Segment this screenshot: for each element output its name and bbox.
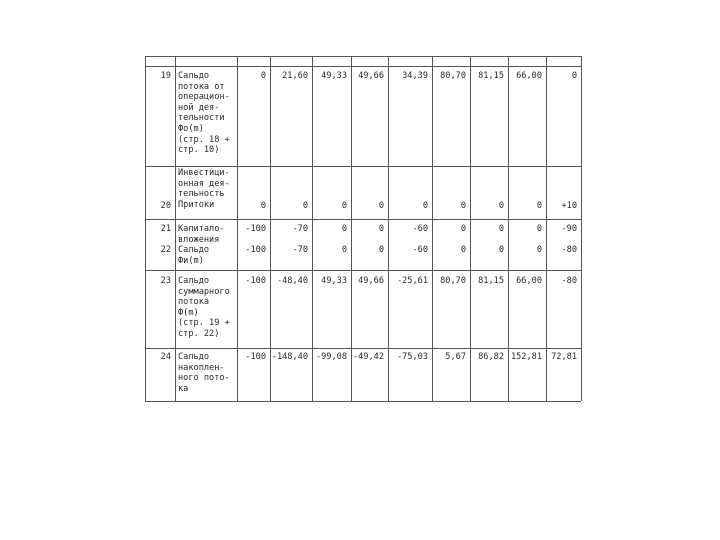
value-cell: -148,40: [271, 352, 308, 362]
row-number: 20: [160, 201, 171, 211]
row-border: [145, 66, 581, 67]
value-cell: -99,08: [315, 352, 347, 362]
row-border: [145, 166, 581, 167]
column-border: [581, 56, 582, 401]
row-label: Сальдо Фи(m): [178, 245, 210, 266]
value-cell: 0: [536, 224, 542, 234]
value-cell: 0: [378, 245, 384, 255]
value-cell: 21,60: [282, 71, 308, 81]
value-cell: 0: [341, 245, 347, 255]
value-cell: -60: [412, 245, 428, 255]
row-number: 21: [160, 224, 171, 234]
value-cell: 86,82: [478, 352, 504, 362]
row-border: [145, 56, 581, 57]
row-label: Сальдо суммарного потока Ф(m) (стр. 19 + стр. 22): [178, 276, 230, 339]
value-cell: -70: [292, 224, 308, 234]
row-border: [145, 401, 581, 402]
value-cell: 0: [536, 201, 542, 211]
value-cell: 0: [571, 71, 577, 81]
value-cell: 0: [341, 224, 347, 234]
value-cell: 0: [302, 201, 308, 211]
row-border: [145, 348, 581, 349]
value-cell: 34,39: [402, 71, 428, 81]
value-cell: 0: [422, 201, 428, 211]
value-cell: -75,03: [396, 352, 428, 362]
value-cell: 66,00: [516, 71, 542, 81]
row-label: Капитало- вложения: [178, 224, 225, 245]
value-cell: 152,81: [510, 352, 542, 362]
value-cell: 81,15: [478, 276, 504, 286]
row-label: Сальдо потока от операцион- ной дея- тельности Фо(m) (стр. 18 + стр. 10): [178, 71, 230, 156]
value-cell: -100: [245, 224, 266, 234]
value-cell: -100: [245, 352, 266, 362]
value-cell: 0: [536, 245, 542, 255]
value-cell: -49,42: [352, 352, 384, 362]
value-cell: 72,81: [551, 352, 577, 362]
value-cell: -48,40: [276, 276, 308, 286]
value-cell: -80: [561, 276, 577, 286]
value-cell: 49,33: [321, 276, 347, 286]
row-border: [145, 270, 581, 271]
value-cell: 66,00: [516, 276, 542, 286]
value-cell: 80,70: [440, 71, 466, 81]
value-cell: 0: [260, 201, 266, 211]
value-cell: 81,15: [478, 71, 504, 81]
row-number: 22: [160, 245, 171, 255]
row-label: Сальдо накоплен- ного пото- ка: [178, 352, 230, 394]
value-cell: 0: [460, 245, 466, 255]
value-cell: 49,33: [321, 71, 347, 81]
value-cell: -25,61: [396, 276, 428, 286]
value-cell: 49,66: [358, 71, 384, 81]
value-cell: 0: [260, 71, 266, 81]
value-cell: -90: [561, 224, 577, 234]
value-cell: 0: [498, 245, 504, 255]
value-cell: 0: [378, 201, 384, 211]
row-label: Инвестици- онная дея- тельность Притоки: [178, 168, 230, 210]
value-cell: 49,66: [358, 276, 384, 286]
value-cell: -80: [561, 245, 577, 255]
value-cell: +10: [561, 201, 577, 211]
value-cell: 5,67: [445, 352, 466, 362]
value-cell: 0: [460, 224, 466, 234]
value-cell: -100: [245, 245, 266, 255]
row-number: 24: [160, 352, 171, 362]
column-border: [175, 56, 176, 401]
value-cell: -70: [292, 245, 308, 255]
value-cell: -60: [412, 224, 428, 234]
value-cell: 0: [498, 201, 504, 211]
row-number: 23: [160, 276, 171, 286]
row-border: [145, 219, 581, 220]
value-cell: 0: [460, 201, 466, 211]
value-cell: 0: [498, 224, 504, 234]
row-number: 19: [160, 71, 171, 81]
value-cell: 80,70: [440, 276, 466, 286]
value-cell: 0: [341, 201, 347, 211]
value-cell: 0: [378, 224, 384, 234]
value-cell: -100: [245, 276, 266, 286]
